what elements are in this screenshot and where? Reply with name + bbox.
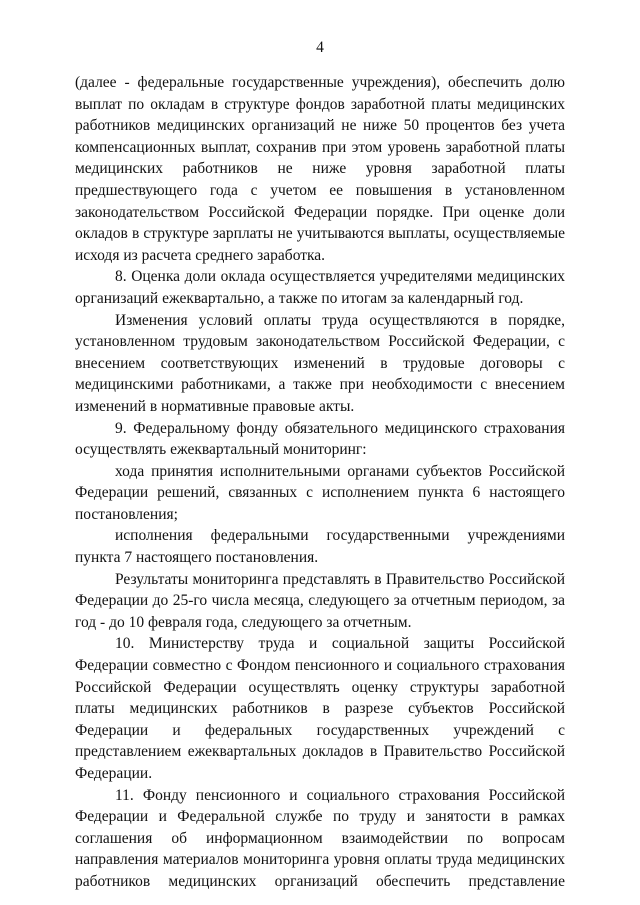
paragraph-pay-conditions: Изменения условий оплаты труда осуществляются в порядке, установленном трудовым законодательством Российской Федерации, с внесением соответствующих изменений в трудовые договоры с медицинскими работниками, а также при необходимости с внесением изменений в нормативные правовые акты. [75, 311, 565, 415]
paragraph-monitoring-results: Результаты мониторинга представлять в Правительство Российской Федерации до 25-го числа месяца, следующего за отчетным периодом, за год - до 10 февраля года, следующего за отчетным. [75, 570, 565, 631]
paragraph-item-11: 11. Фонду пенсионного и социального страхования Российской Федерации и Федеральной службе по труду и занятости в рамках соглашения об информационном взаимодействии по вопросам направления материалов мониторинга уровня оплаты труда медицинских работников медицинских организаций обеспечить представление [75, 786, 565, 890]
paragraph-item-8: 8. Оценка доли оклада осуществляется учредителями медицинских организаций ежеквартально, а также по итогам за календарный год. [75, 268, 565, 307]
paragraph-item-10: 10. Министерству труда и социальной защиты Российской Федерации совместно с Фондом пенсионного и социального страхования Российской Федерации осуществлять оценку структуры заработной платы медицинских работников в разрезе субъектов Российской Федерации и федеральных государственных учреждений с представлением ежеквартальных докладов в Правительство Российской Федерации. [75, 635, 565, 782]
paragraph-monitoring-federal: исполнения федеральными государственными учреждениями пункта 7 настоящего постановления. [75, 527, 565, 567]
paragraph-item-9: 9. Федеральному фонду обязательного медицинского страхования осуществлять ежеквартальный мониторинг: [75, 419, 565, 459]
paragraph-continuation: (далее - федеральные государственные учреждения), обеспечить долю выплат по окладам в структуре фондов заработной платы медицинских работников медицинских организаций не ниже 50 процентов без учета компенсационных выплат, сохранив при этом уровень заработной платы медицинских работников не ниже уровня заработной платы предшествующего года с учетом ее повышения в установленном законодательством Российской Федерации порядке. При оценке доли окладов в структуре зарплаты не учитываются выплаты, осуществляемые исходя из расчета среднего заработка. [75, 74, 565, 264]
document-body [75, 72, 565, 893]
paragraph-monitoring-regions: хода принятия исполнительными органами субъектов Российской Федерации решений, связанных с исполнением пункта 6 настоящего постановления; [75, 462, 565, 523]
page-number: 4 [316, 39, 324, 56]
